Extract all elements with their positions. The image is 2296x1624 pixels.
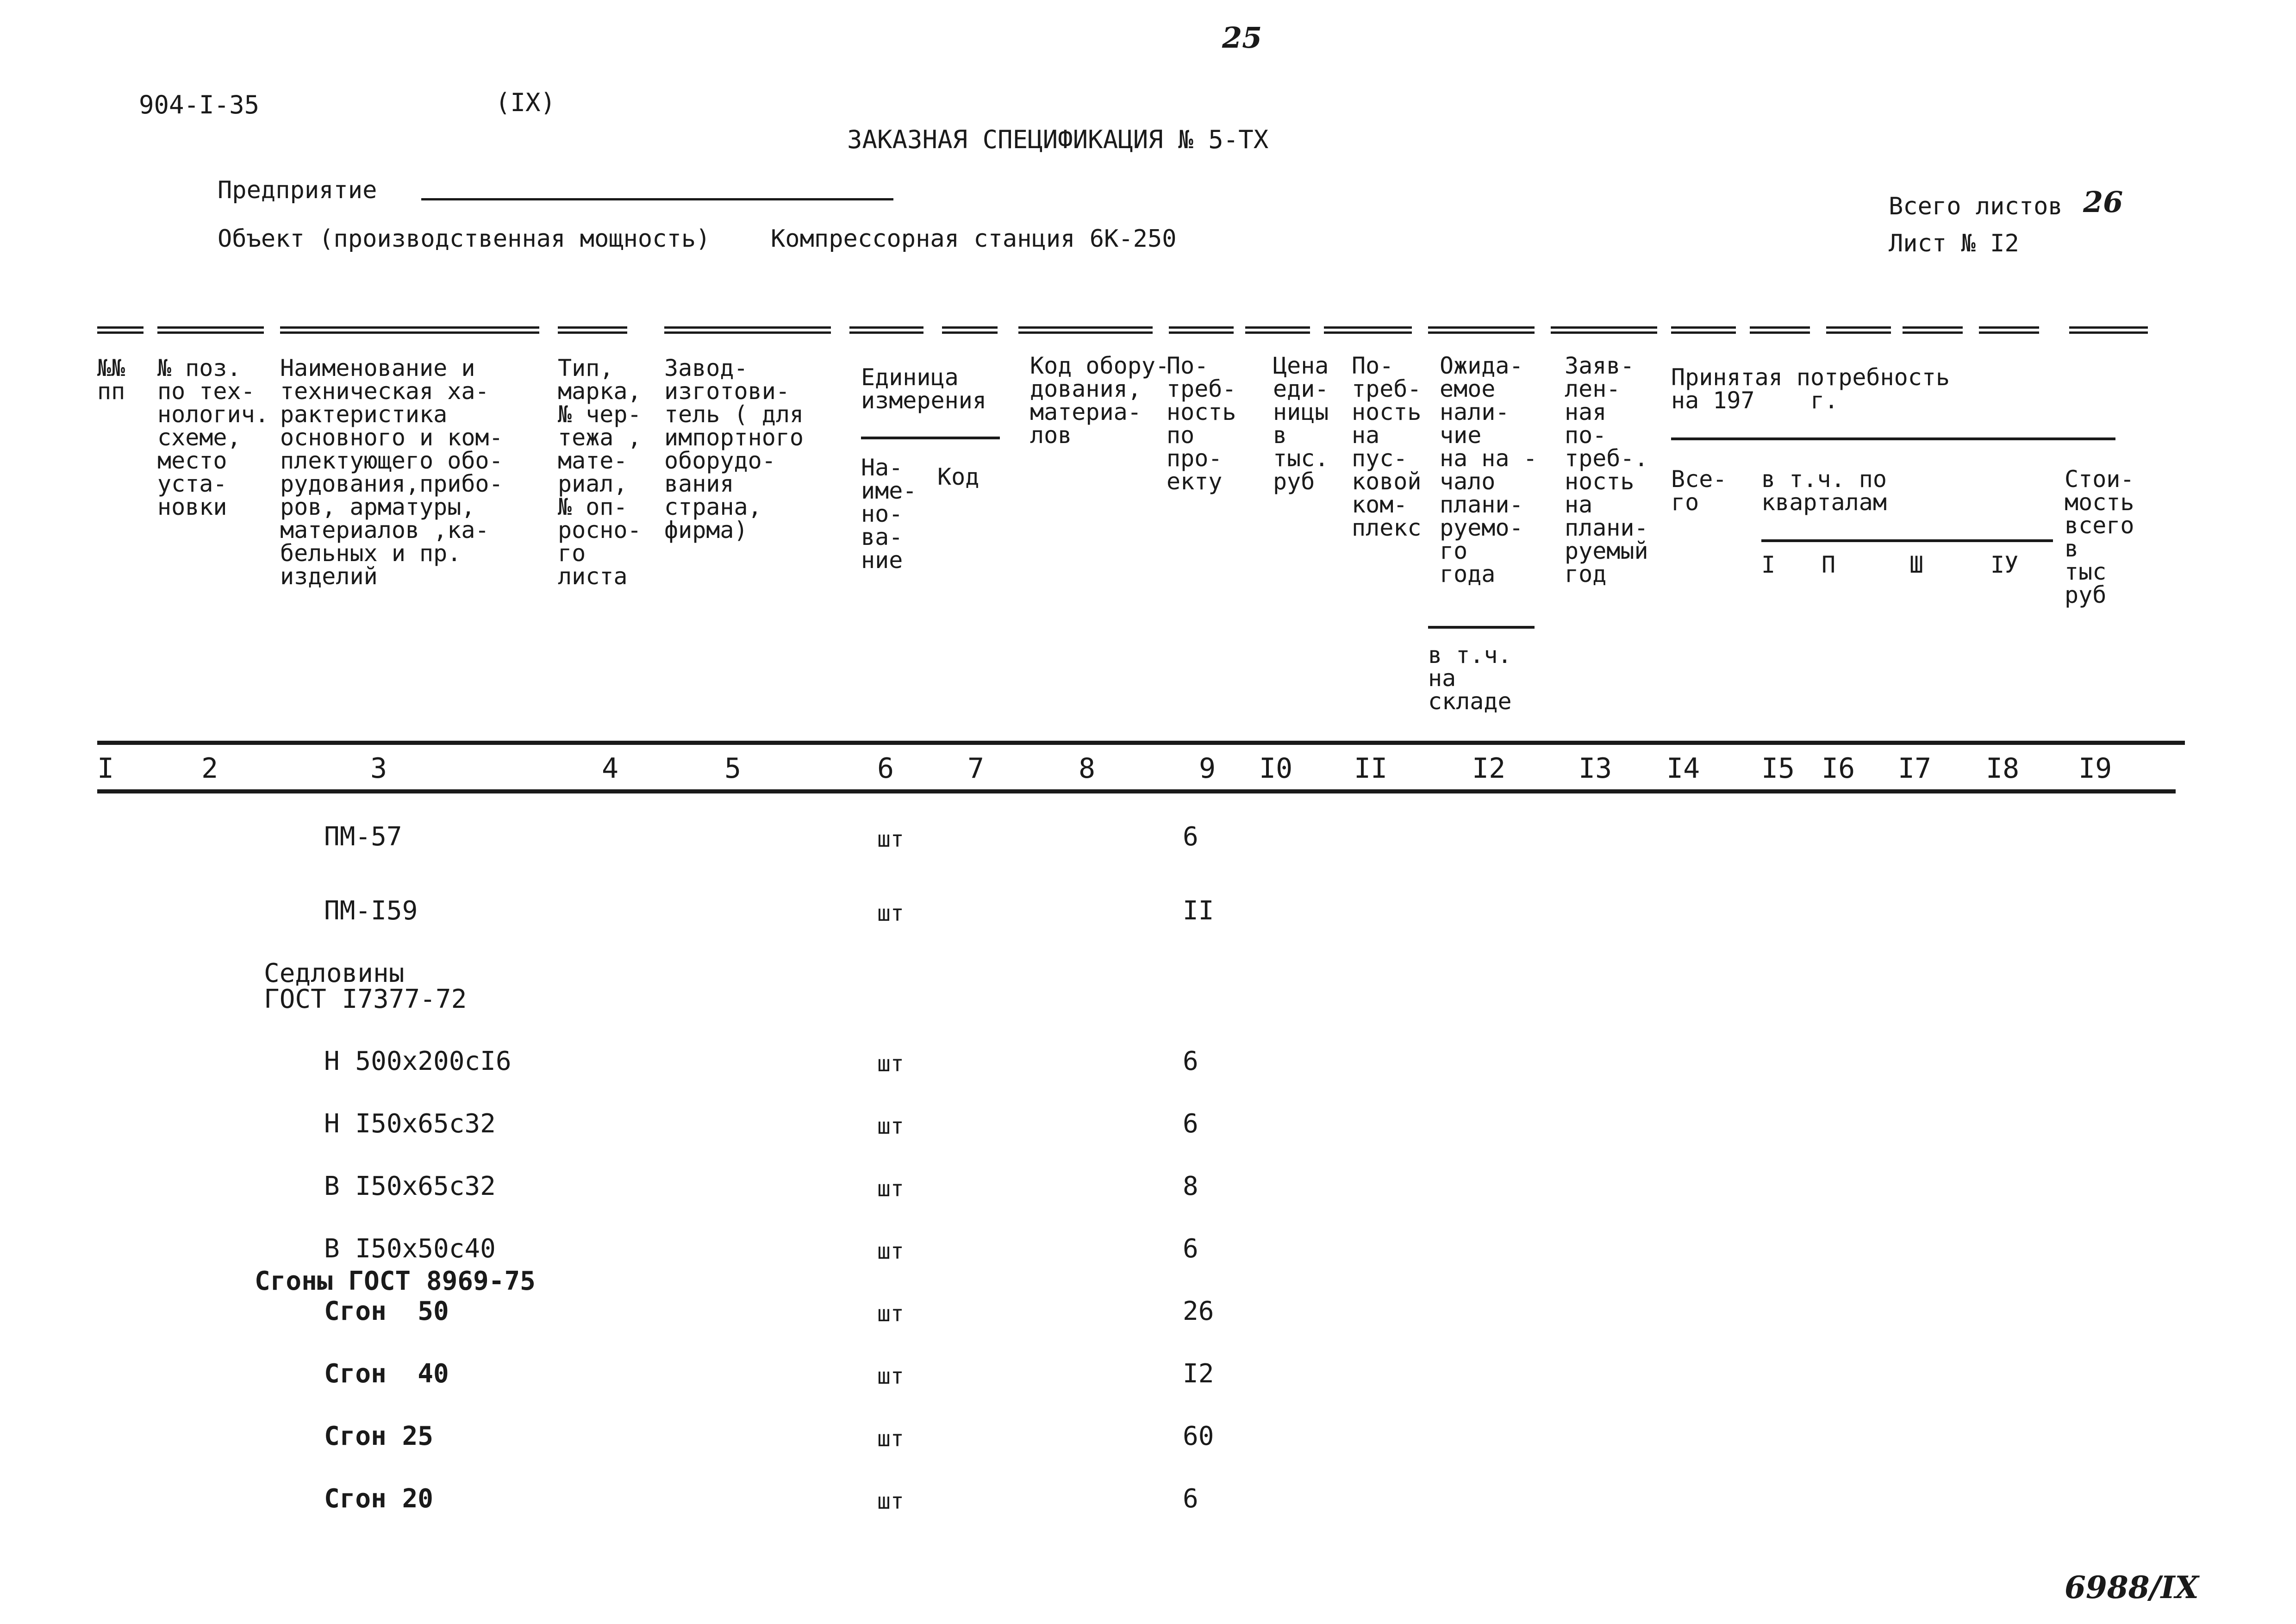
quarters-rule: [1761, 539, 2053, 542]
header-col-19: Стои- мость всего в тыс руб: [2065, 466, 2134, 608]
enterprise-underline: [421, 198, 893, 200]
row-1-unit: шт: [877, 826, 904, 852]
row-7-unit: шт: [877, 1238, 904, 1264]
row-9-unit: шт: [877, 1301, 904, 1327]
row-10-qty: I2: [1183, 1359, 1214, 1389]
row-12-qty: 6: [1183, 1484, 1198, 1514]
col-num-11: II: [1354, 752, 1388, 785]
row-1-name: ПМ-57: [324, 822, 402, 852]
header-accepted-group: Принятая потребность на 197 г.: [1671, 364, 1950, 414]
accepted-group-rule: [1671, 437, 2115, 440]
row-11-qty: 60: [1183, 1421, 1214, 1451]
header-col-14: Все- го: [1671, 466, 1727, 516]
row-2-name: ПМ-I59: [324, 896, 418, 926]
col-num-18: I8: [1986, 752, 2020, 785]
row-7-name: В I50х50с40: [324, 1234, 496, 1264]
header-col-2: № поз. по тех- нологич. схеме, место уста- новки: [157, 355, 269, 520]
object-label: Объект (производственная мощность): [218, 225, 711, 253]
col-12-subrule: [1428, 626, 1535, 629]
col-num-5: 5: [724, 752, 742, 785]
col-num-17: I7: [1898, 752, 1932, 785]
row-4-name: Н 500х200сI6: [324, 1046, 512, 1076]
row-1-qty: 6: [1183, 822, 1198, 852]
col-num-16: I6: [1822, 752, 1855, 785]
header-col-13: Заяв- лен- ная по- треб-. ность на плани- руемый год: [1565, 352, 1648, 587]
header-col-11: По- треб- ность на пус- ковой ком- плекс: [1352, 352, 1422, 541]
col-num-14: I4: [1666, 752, 1700, 785]
col-num-12: I2: [1472, 752, 1506, 785]
group-saddles: Седловины ГОСТ I7377-72: [264, 958, 467, 1014]
row-5-qty: 6: [1183, 1109, 1198, 1139]
header-col-7: Код: [937, 463, 980, 490]
row-2-qty: II: [1183, 896, 1214, 926]
header-col-6: На- име- но- ва- ние: [861, 454, 917, 574]
col-num-6: 6: [877, 752, 894, 785]
header-q4: IУ: [1990, 551, 2019, 578]
header-col-5: Завод- изготови- тель ( для импортного оборудо- вания страна, фирма): [664, 355, 804, 543]
row-7-qty: 6: [1183, 1234, 1198, 1264]
row-2-unit: шт: [877, 900, 904, 926]
header-bottom-rule: [97, 741, 2185, 745]
row-5-unit: шт: [877, 1113, 904, 1139]
header-col-3: Наименование и техническая ха- рактеристика основного и ком- плектующего обо- рудования,прибо- ров, арматуры, материалов ,ка- бельных и пр. изделий: [280, 355, 503, 590]
row-9-name: Сгон 50: [324, 1296, 449, 1326]
document-title: ЗАКАЗНАЯ СПЕЦИФИКАЦИЯ № 5-ТХ: [847, 125, 1269, 154]
header-q2: П: [1822, 551, 1836, 578]
header-col-9: По- треб- ность по про- екту: [1167, 352, 1236, 495]
doc-code: 904-I-35: [139, 90, 260, 119]
unit-group-rule: [861, 437, 1000, 439]
col-num-15: I5: [1761, 752, 1795, 785]
total-sheets-label: Всего листов: [1889, 193, 2063, 220]
row-6-name: В I50х65с32: [324, 1171, 496, 1201]
col-num-1: I: [97, 752, 114, 785]
row-12-unit: шт: [877, 1488, 904, 1514]
row-6-qty: 8: [1183, 1171, 1198, 1201]
sheet-label: Лист № I2: [1889, 230, 2019, 257]
row-10-unit: шт: [877, 1363, 904, 1389]
col-num-3: 3: [370, 752, 387, 785]
col-num-7: 7: [967, 752, 985, 785]
page-number: 25: [1222, 21, 1262, 55]
header-col-1: №№ пп: [97, 355, 125, 405]
header-unit-group: Единица измерения: [861, 364, 986, 414]
row-12-name: Сгон 20: [324, 1484, 434, 1514]
object-value: Компрессорная станция 6К-250: [771, 225, 1177, 253]
col-num-2: 2: [201, 752, 218, 785]
col-num-4: 4: [602, 752, 619, 785]
header-q3: Ш: [1909, 551, 1924, 578]
row-11-unit: шт: [877, 1426, 904, 1452]
header-col-12b: в т.ч. на складе: [1428, 642, 1512, 715]
row-6-unit: шт: [877, 1176, 904, 1202]
col-num-13: I3: [1578, 752, 1612, 785]
col-num-9: 9: [1199, 752, 1216, 785]
footer-archive-mark: 6988/IX: [2065, 1569, 2199, 1605]
column-numbers-bottom-rule: [97, 789, 2176, 793]
row-5-name: Н I50х65с32: [324, 1109, 496, 1139]
row-4-unit: шт: [877, 1051, 904, 1077]
row-11-name: Сгон 25: [324, 1421, 434, 1451]
header-col-12: Ожида- емое нали- чие на на - чало плани- руемо- го года: [1440, 352, 1537, 587]
group-unions: Сгоны ГОСТ 8969-75: [255, 1266, 536, 1296]
row-4-qty: 6: [1183, 1046, 1198, 1076]
row-9-qty: 26: [1183, 1296, 1214, 1326]
header-quarters: в т.ч. по кварталам: [1761, 466, 1887, 516]
col-num-10: I0: [1259, 752, 1293, 785]
header-col-8: Код обору- дования, материа- лов: [1030, 352, 1170, 449]
row-10-name: Сгон 40: [324, 1359, 449, 1389]
header-col-10: Цена еди- ницы в тыс. руб: [1273, 352, 1329, 495]
col-num-8: 8: [1079, 752, 1096, 785]
enterprise-label: Предприятие: [218, 176, 377, 204]
total-sheets-value: 26: [2083, 185, 2123, 219]
doc-section: (IX): [495, 88, 556, 117]
col-num-19: I9: [2078, 752, 2112, 785]
header-q1: I: [1761, 551, 1776, 578]
header-col-4: Тип, марка, № чер- тежа , мате- риал, № оп- росно- го листа: [558, 355, 642, 590]
